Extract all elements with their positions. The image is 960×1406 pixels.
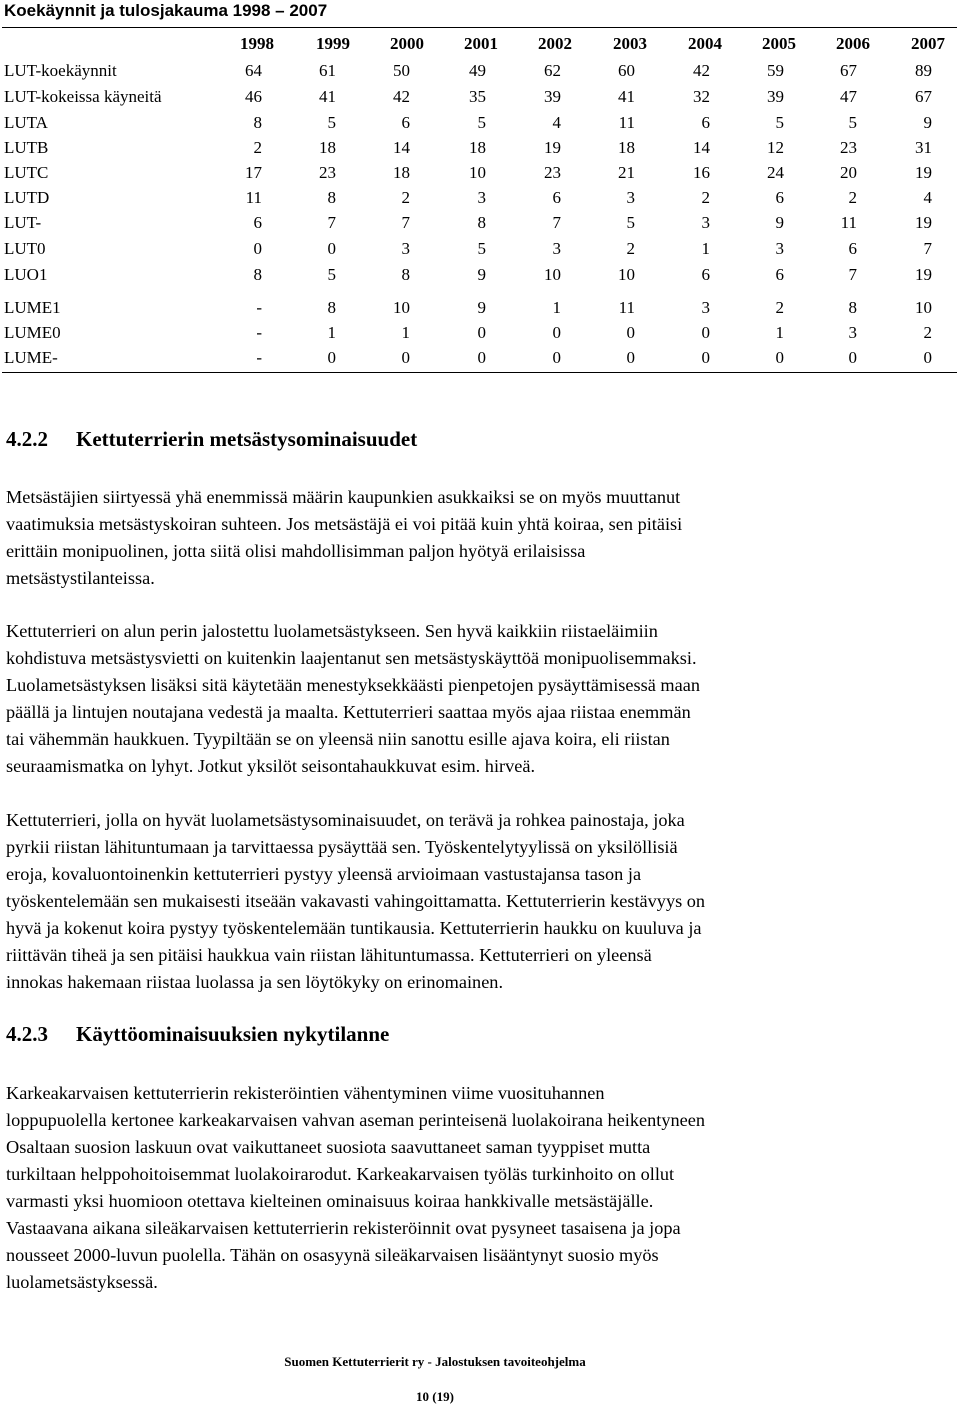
table-cell: 10: [393, 298, 410, 317]
table-cell: 4: [552, 113, 561, 132]
table-cell: 17: [245, 163, 262, 182]
table-cell: 3: [552, 239, 561, 258]
footer-page-number: 10 (19): [416, 1389, 454, 1404]
table-cell: 64: [245, 61, 262, 80]
text-line: luolametsästyksessä.: [6, 1272, 158, 1292]
table-cell: -: [256, 323, 262, 342]
table-cell: 32: [693, 87, 710, 106]
table-cell: 42: [393, 87, 410, 106]
year-header-2006: 2006: [836, 34, 870, 53]
table-cell: 3: [775, 239, 784, 258]
table-cell: 6: [701, 113, 710, 132]
table-cell: 6: [775, 188, 784, 207]
table-cell: 0: [626, 323, 635, 342]
table-cell: 8: [477, 213, 486, 232]
table-cell: 0: [552, 323, 561, 342]
table-cell: 31: [915, 138, 932, 157]
table-cell: 8: [253, 113, 262, 132]
table-cell: 61: [319, 61, 336, 80]
footer-organization: Suomen Kettuterrierit ry - Jalostuksen tavoiteohjelma: [284, 1354, 586, 1369]
table-cell: 1: [327, 323, 336, 342]
table-cell: 60: [618, 61, 635, 80]
text-line: turkiltaan helppohoitoisemmat luolakoirarodut. Karkeakarvaisen työläs turkinhoito on ollut: [6, 1164, 675, 1184]
row-label: LUME-: [4, 348, 58, 367]
table-cell: 5: [327, 265, 336, 284]
text-line: päällä ja lintujen noutajana vedestä ja maalta. Kettuterrieri saattaa myös ajaa riistaa enemmän: [6, 702, 691, 722]
table-cell: 62: [544, 61, 561, 80]
table-cell: 89: [915, 61, 932, 80]
text-line: eroja, kovaluontoinenkin kettuterrieri pystyy yleensä arvioimaan vastustajansa tason ja: [6, 864, 642, 884]
table-cell: 5: [477, 113, 486, 132]
text-line: Kettuterrieri on alun perin jalostettu luolametsästykseen. Sen hyvä kaikkiin riistaeläimiin: [6, 621, 658, 641]
table-cell: 0: [477, 323, 486, 342]
table-cell: 14: [693, 138, 710, 157]
row-label: LUME1: [4, 298, 61, 317]
table-cell: 1: [552, 298, 561, 317]
table-cell: 12: [767, 138, 784, 157]
table-cell: 10: [544, 265, 561, 284]
table-cell: 41: [319, 87, 336, 106]
table-cell: 59: [767, 61, 784, 80]
table-cell: 7: [923, 239, 932, 258]
table-cell: 0: [327, 348, 336, 367]
table-cell: 19: [915, 213, 932, 232]
table-cell: 2: [253, 138, 262, 157]
table-cell: 5: [626, 213, 635, 232]
table-cell: 10: [915, 298, 932, 317]
text-line: erittäin monipuolinen, jotta siitä olisi mahdollisimman paljon hyötyä erilaisissa: [6, 541, 586, 561]
year-header-2000: 2000: [390, 34, 424, 53]
table-cell: 42: [693, 61, 710, 80]
table-cell: 9: [775, 213, 784, 232]
table-cell: 7: [848, 265, 857, 284]
row-label: LUTC: [4, 163, 49, 182]
year-header-1998: 1998: [240, 34, 274, 53]
table-cell: 8: [401, 265, 410, 284]
table-cell: 3: [626, 188, 635, 207]
table-cell: 39: [767, 87, 784, 106]
table-cell: 19: [544, 138, 561, 157]
text-line: metsästystilanteissa.: [6, 568, 155, 588]
table-cell: 6: [701, 265, 710, 284]
table-cell: 8: [253, 265, 262, 284]
table-cell: 0: [923, 348, 932, 367]
row-label: LUT-koekäynnit: [4, 61, 117, 80]
table-cell: 2: [775, 298, 784, 317]
table-cell: 50: [393, 61, 410, 80]
row-label: LUME0: [4, 323, 61, 342]
text-line: riittävän tiheä ja sen pitäisi haukkua vain riistan lähituntumassa. Kettuterrieri on yleensä: [6, 945, 652, 965]
text-line: Luolametsästyksen lisäksi sitä käytetään menestyksekkäästi pienpetojen pysäyttämisessä maan: [6, 675, 701, 695]
text-line: Vastaavana aikana sileäkarvaisen kettuterrierin rekisteröinnit ovat pysyneet tasaisena ja jopa: [6, 1218, 681, 1238]
table-cell: 5: [848, 113, 857, 132]
row-label: LUTD: [4, 188, 50, 207]
table-cell: 6: [775, 265, 784, 284]
table-cell: 2: [848, 188, 857, 207]
table-cell: 3: [477, 188, 486, 207]
table-cell: 0: [477, 348, 486, 367]
table-cell: 3: [701, 298, 710, 317]
table-cell: -: [256, 348, 262, 367]
table-cell: 46: [245, 87, 262, 106]
year-header-2002: 2002: [538, 34, 572, 53]
table-cell: 0: [552, 348, 561, 367]
table-cell: 4: [923, 188, 932, 207]
table-cell: 3: [701, 213, 710, 232]
table-cell: 7: [327, 213, 336, 232]
year-header-2007: 2007: [911, 34, 945, 53]
table-cell: 9: [923, 113, 932, 132]
table-cell: 2: [923, 323, 932, 342]
text-line: seuraamismatka on lyhyt. Jotkut yksilöt seisontahaukkuvat esim. hirveä.: [6, 756, 536, 776]
table-cell: 23: [544, 163, 561, 182]
table-cell: 2: [401, 188, 410, 207]
text-line: Karkeakarvaisen kettuterrierin rekisteröintien vähentyminen viime vuosituhannen: [6, 1083, 605, 1103]
table-cell: 19: [915, 265, 932, 284]
table-cell: 5: [775, 113, 784, 132]
table-cell: 11: [840, 213, 857, 232]
row-label: LUT0: [4, 239, 46, 258]
table-cell: -: [256, 298, 262, 317]
table-cell: 19: [915, 163, 932, 182]
year-header-1999: 1999: [316, 34, 350, 53]
table-cell: 9: [477, 265, 486, 284]
table-cell: 8: [848, 298, 857, 317]
table-cell: 6: [253, 213, 262, 232]
table-cell: 18: [618, 138, 635, 157]
table-cell: 21: [618, 163, 635, 182]
text-line: loppupuolella kertonee karkeakarvaisen vahvan aseman perinteisenä luolakoirana heikentyneen: [6, 1110, 705, 1130]
table-cell: 16: [693, 163, 710, 182]
table-cell: 1: [775, 323, 784, 342]
table-cell: 2: [701, 188, 710, 207]
text-line: hyvä ja kokenut koira pystyy työskentelemään tuntikausia. Kettuterrierin haukku on kuuluva ja: [6, 918, 702, 938]
table-cell: 23: [319, 163, 336, 182]
row-label: LUT-: [4, 213, 42, 232]
table-cell: 8: [327, 188, 336, 207]
paragraph: [6, 1080, 956, 1296]
table-cell: 2: [626, 239, 635, 258]
table-cell: 3: [848, 323, 857, 342]
text-line: varmasti yksi huomioon otettava kielteinen ominaisuus koiraa hankkivalle metsästäjälle.: [6, 1191, 654, 1211]
table-cell: 10: [469, 163, 486, 182]
text-line: vaatimuksia metsästyskoiran suhteen. Jos metsästäjä ei voi pitää kuin yhtä koiraa, sen pitäisi: [6, 514, 683, 534]
text-line: Metsästäjien siirtyessä yhä enemmissä määrin kaupunkien asukkaiksi se on myös muuttanut: [6, 487, 681, 507]
row-label: LUT-kokeissa käyneitä: [4, 87, 162, 106]
section-title: Kettuterrierin metsästysominaisuudet: [76, 427, 418, 451]
table-cell: 6: [848, 239, 857, 258]
year-header-2004: 2004: [688, 34, 722, 53]
table-cell: 1: [401, 323, 410, 342]
table-cell: 18: [319, 138, 336, 157]
paragraph: [6, 618, 956, 780]
paragraph: [6, 484, 956, 592]
table-cell: 67: [840, 61, 857, 80]
table-cell: 41: [618, 87, 635, 106]
table-cell: 18: [469, 138, 486, 157]
section-number: 4.2.2: [6, 427, 48, 451]
text-line: Kettuterrieri, jolla on hyvät luolametsästysominaisuudet, on terävä ja rohkea painostaja, joka: [6, 810, 685, 830]
table-title: Koekäynnit ja tulosjakauma 1998 – 2007: [4, 1, 328, 20]
text-line: Osaltaan suosion laskuun ovat vaikuttaneet suosiota saavuttaneet saman tyyppiset mutta: [6, 1137, 651, 1157]
table-cell: 11: [618, 113, 635, 132]
table-cell: 5: [327, 113, 336, 132]
table-cell: 0: [626, 348, 635, 367]
table-cell: 67: [915, 87, 932, 106]
text-line: nousseet 2000-luvun puolella. Tähän on osasyynä sileäkarvaisen lisääntynyt suosio myös: [6, 1245, 659, 1265]
table-cell: 0: [701, 348, 710, 367]
table-cell: 0: [327, 239, 336, 258]
table-cell: 3: [401, 239, 410, 258]
table-cell: 11: [245, 188, 262, 207]
table-cell: 0: [253, 239, 262, 258]
table-cell: 39: [544, 87, 561, 106]
text-line: pyrkii riistan lähituntumaan ja tarvittaessa pysäyttää sen. Työskentelytyylissä on yksilöllisiä: [6, 837, 678, 857]
section-title: Käyttöominaisuuksien nykytilanne: [76, 1022, 390, 1046]
table-cell: 0: [848, 348, 857, 367]
table-cell: 0: [775, 348, 784, 367]
table-cell: 7: [552, 213, 561, 232]
section2-heading: [6, 1021, 389, 1047]
table-cell: 47: [840, 87, 857, 106]
paragraph: [6, 807, 956, 996]
table-cell: 0: [401, 348, 410, 367]
table-cell: 0: [701, 323, 710, 342]
year-header-2001: 2001: [464, 34, 498, 53]
table-cell: 24: [767, 163, 784, 182]
table-cell: 8: [327, 298, 336, 317]
table-cell: 35: [469, 87, 486, 106]
text-line: kohdistuva metsästysvietti on kuitenkin laajentanut sen metsästyskäyttöä monipuolisemmaksi.: [6, 648, 697, 668]
table-cell: 7: [401, 213, 410, 232]
table-cell: 20: [840, 163, 857, 182]
table-cell: 9: [477, 298, 486, 317]
table-cell: 49: [469, 61, 486, 80]
year-header-2005: 2005: [762, 34, 796, 53]
section1-heading: [6, 426, 417, 452]
row-label: LUO1: [4, 265, 48, 284]
table-cell: 11: [618, 298, 635, 317]
table-cell: 18: [393, 163, 410, 182]
text-line: innokas hakemaan riistaa luolassa ja sen löytökyky on erinomainen.: [6, 972, 504, 992]
text-line: työskentelemään sen mukaisesti itseään vakavasti vahingoittamatta. Kettuterrierin kestävyys on: [6, 891, 706, 911]
table-cell: 5: [477, 239, 486, 258]
year-header-2003: 2003: [613, 34, 647, 53]
table-cell: 14: [393, 138, 410, 157]
table-cell: 10: [618, 265, 635, 284]
section-number: 4.2.3: [6, 1022, 48, 1046]
table-cell: 6: [552, 188, 561, 207]
row-label: LUTB: [4, 138, 49, 157]
row-label: LUTA: [4, 113, 48, 132]
table-cell: 6: [401, 113, 410, 132]
table-cell: 23: [840, 138, 857, 157]
table-cell: 1: [701, 239, 710, 258]
text-line: tai vähemmän haukkuen. Tyypiltään se on yleensä niin sanottu esille ajava koira, eli riistan: [6, 729, 670, 749]
